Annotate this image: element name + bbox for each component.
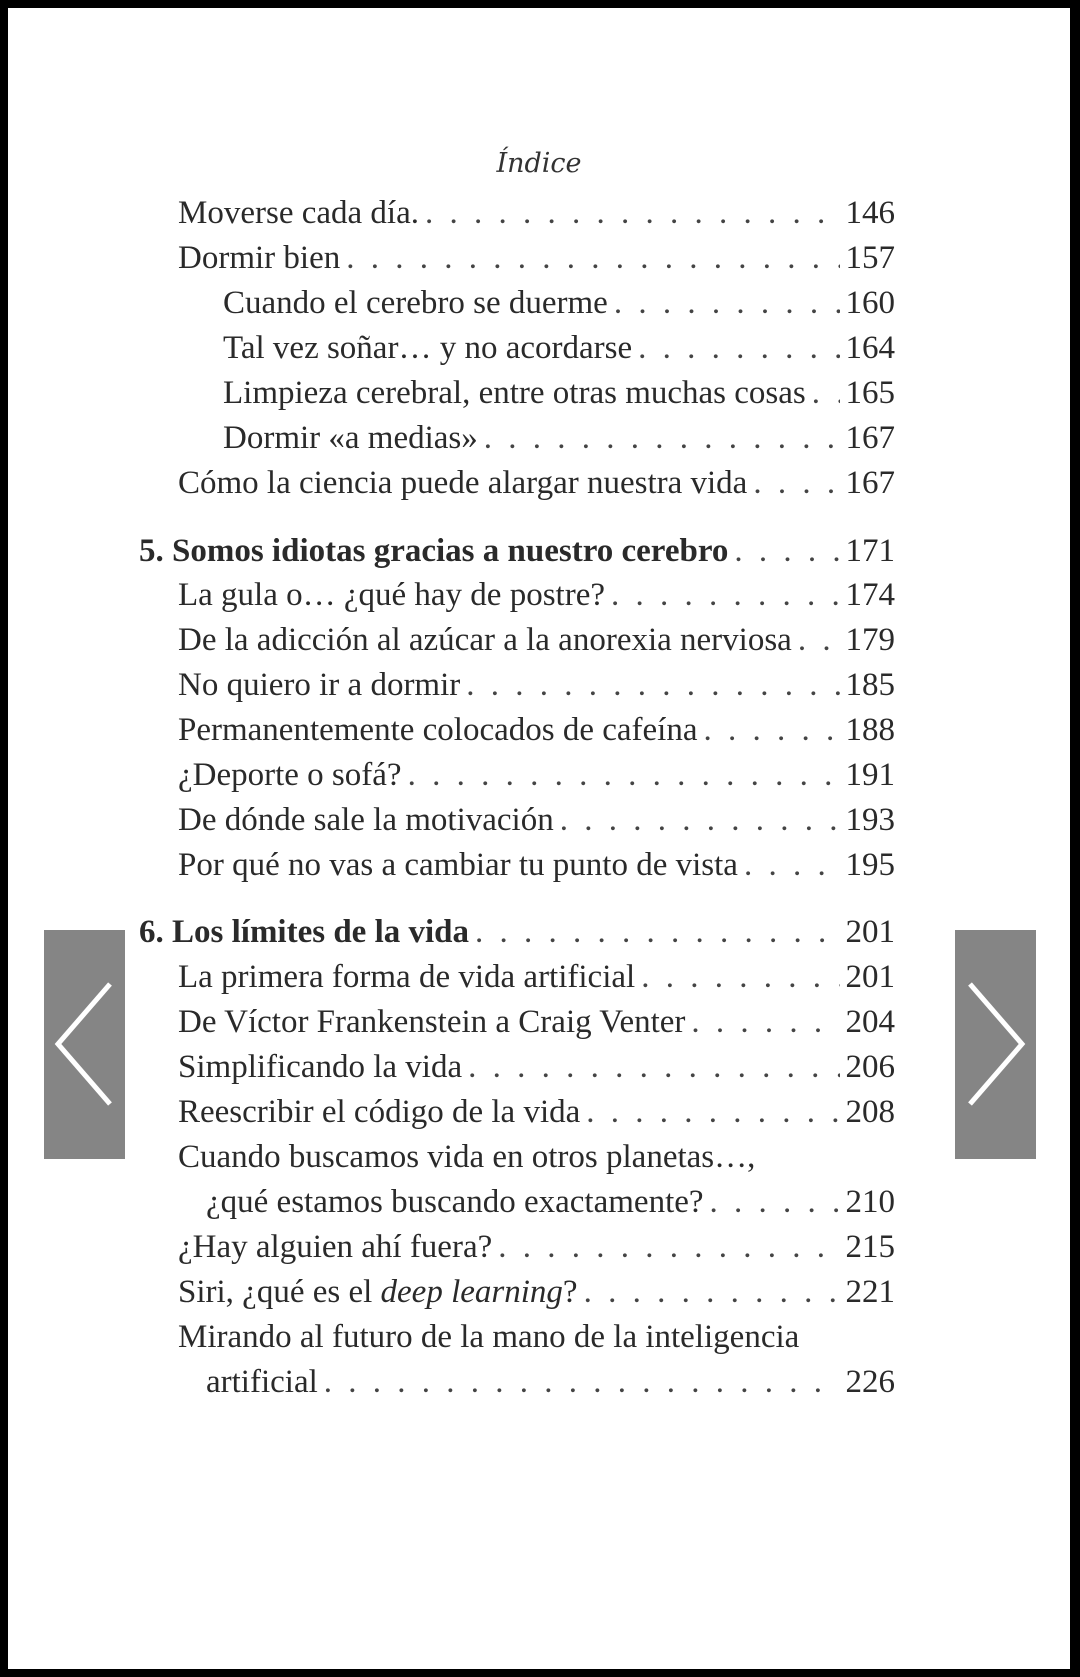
- toc-leader-dots: [346, 240, 839, 277]
- toc-entry-title: [178, 1274, 578, 1311]
- toc-entry-page: 226: [845, 1364, 895, 1400]
- toc-entry[interactable]: [223, 330, 895, 367]
- toc-entry-title: Dormir «a medias»: [223, 420, 478, 456]
- toc-entry-title: Reescribir el código de la vida: [178, 1094, 581, 1130]
- toc-entry-page: 146: [845, 195, 895, 231]
- toc-entry[interactable]: [178, 577, 895, 614]
- toc-entry[interactable]: [178, 1139, 895, 1176]
- toc-entry-page: 193: [845, 802, 895, 838]
- toc-entry-continuation[interactable]: [206, 1184, 895, 1221]
- toc-entry-page: 191: [845, 757, 895, 793]
- toc-entry[interactable]: [178, 465, 895, 502]
- toc-entry-title: Dormir bien: [178, 240, 341, 276]
- toc-entry-title: De dónde sale la motivación: [178, 802, 554, 838]
- book-page: [8, 8, 1070, 1669]
- toc-entry-page: 215: [845, 1229, 895, 1265]
- toc-entry[interactable]: [178, 757, 895, 794]
- toc-leader-dots: [614, 285, 840, 322]
- toc-entry-title: ¿Deporte o sofá?: [178, 757, 402, 793]
- toc-chapter-6[interactable]: [139, 914, 895, 951]
- toc-entry-page: 167: [845, 420, 895, 456]
- toc-entry[interactable]: [178, 1004, 895, 1041]
- toc-entry-page: 164: [845, 330, 895, 366]
- toc-leader-dots: [641, 959, 839, 996]
- toc-leader-dots: [744, 847, 840, 884]
- toc-entry-title-prefix: Siri, ¿qué es el: [178, 1274, 381, 1310]
- toc-entry[interactable]: [178, 240, 895, 277]
- toc-leader-dots: [466, 667, 839, 704]
- toc-leader-dots: [484, 420, 840, 457]
- toc-entry-title-italic: deep learning: [380, 1274, 563, 1310]
- toc-leader-dots: [704, 712, 840, 749]
- toc-entry-page: 185: [845, 667, 895, 703]
- toc-entry-title: No quiero ir a dormir: [178, 667, 461, 703]
- toc-entry-page: 188: [845, 712, 895, 748]
- toc-leader-dots: [753, 465, 839, 502]
- toc-entry[interactable]: [178, 712, 895, 749]
- toc-leader-dots: [611, 577, 839, 614]
- toc-chapter-page: 201: [845, 914, 895, 950]
- toc-entry[interactable]: [178, 667, 895, 704]
- toc-leader-dots: [468, 1049, 839, 1086]
- toc-entry-title: La gula o… ¿qué hay de postre?: [178, 577, 606, 613]
- page-header-title: Índice: [496, 148, 582, 179]
- toc-entry[interactable]: [178, 1274, 895, 1311]
- toc-entry-title: ¿Hay alguien ahí fuera?: [178, 1229, 493, 1265]
- toc-entry-page: 204: [845, 1004, 895, 1040]
- toc-entry-page: 174: [845, 577, 895, 613]
- toc-entry-title: La primera forma de vida artificial: [178, 959, 636, 995]
- toc-entry-title: Limpieza cerebral, entre otras muchas cosas: [223, 375, 806, 411]
- toc-leader-dots: [638, 330, 839, 367]
- toc-entry[interactable]: [223, 420, 895, 457]
- toc-leader-dots: [734, 533, 839, 570]
- toc-entry[interactable]: [178, 802, 895, 839]
- toc-entry[interactable]: [178, 1229, 895, 1266]
- toc-leader-dots: [498, 1229, 839, 1266]
- toc-entry-title-suffix: ?: [562, 1274, 578, 1310]
- toc-entry-title: Permanentemente colocados de cafeína: [178, 712, 698, 748]
- toc-entry[interactable]: [178, 1049, 895, 1086]
- toc-chapter-page: 171: [845, 533, 895, 569]
- toc-entry-page: 210: [845, 1184, 895, 1220]
- toc-entry[interactable]: [178, 1319, 895, 1356]
- chevron-right-icon: [955, 930, 1036, 1159]
- toc-entry-page: 179: [845, 622, 895, 658]
- toc-entry-title: Por qué no vas a cambiar tu punto de vista: [178, 847, 738, 883]
- toc-leader-dots: [408, 757, 840, 794]
- toc-entry-title: De la adicción al azúcar a la anorexia nerviosa: [178, 622, 792, 658]
- toc-entry-title: Mirando al futuro de la mano de la inteligencia: [178, 1319, 800, 1355]
- previous-page-button[interactable]: [44, 930, 125, 1159]
- toc-entry-page: 160: [845, 285, 895, 321]
- toc-entry-continuation[interactable]: [206, 1364, 895, 1401]
- toc-leader-dots: [425, 195, 840, 232]
- toc-entry-title: Cuando el cerebro se duerme: [223, 285, 608, 321]
- toc-leader-dots: [798, 622, 840, 659]
- toc-entry-title: ¿qué estamos buscando exactamente?: [206, 1184, 704, 1220]
- toc-entry[interactable]: [178, 622, 895, 659]
- toc-leader-dots: [812, 375, 840, 412]
- toc-leader-dots: [475, 914, 839, 951]
- toc-leader-dots: [710, 1184, 840, 1221]
- toc-entry-page: 208: [845, 1094, 895, 1130]
- toc-entry-title: artificial: [206, 1364, 318, 1400]
- toc-chapter-title: 6. Los límites de la vida: [139, 914, 470, 950]
- toc-entry-title: Tal vez soñar… y no acordarse: [223, 330, 633, 366]
- toc-leader-dots: [586, 1094, 839, 1131]
- toc-entry-title: Moverse cada día.: [178, 195, 419, 231]
- toc-entry-title: Simplificando la vida: [178, 1049, 463, 1085]
- toc-entry[interactable]: [178, 959, 895, 996]
- toc-entry[interactable]: [223, 285, 895, 322]
- chevron-left-icon: [44, 930, 125, 1159]
- toc-entry-title: Cómo la ciencia puede alargar nuestra vida: [178, 465, 748, 501]
- toc-entry[interactable]: [178, 1094, 895, 1131]
- toc-entry-page: 221: [845, 1274, 895, 1310]
- toc-entry-page: 165: [845, 375, 895, 411]
- toc-entry-title: De Víctor Frankenstein a Craig Venter: [178, 1004, 686, 1040]
- toc-entry[interactable]: [178, 847, 895, 884]
- toc-entry-page: 167: [845, 465, 895, 501]
- toc-leader-dots: [560, 802, 840, 839]
- toc-entry-page: 206: [845, 1049, 895, 1085]
- toc-chapter-5[interactable]: [139, 533, 895, 570]
- toc-entry[interactable]: [223, 375, 895, 412]
- toc-entry-page: 201: [845, 959, 895, 995]
- toc-entry-page: 195: [845, 847, 895, 883]
- toc-entry-title: Cuando buscamos vida en otros planetas…,: [178, 1139, 756, 1175]
- toc-entry[interactable]: [178, 195, 895, 232]
- toc-leader-dots: [324, 1364, 840, 1401]
- toc-leader-dots: [691, 1004, 839, 1041]
- next-page-button[interactable]: [955, 930, 1036, 1159]
- toc-chapter-title: 5. Somos idiotas gracias a nuestro cerebro: [139, 533, 729, 569]
- toc-entry-page: 157: [845, 240, 895, 276]
- toc-leader-dots: [584, 1274, 840, 1311]
